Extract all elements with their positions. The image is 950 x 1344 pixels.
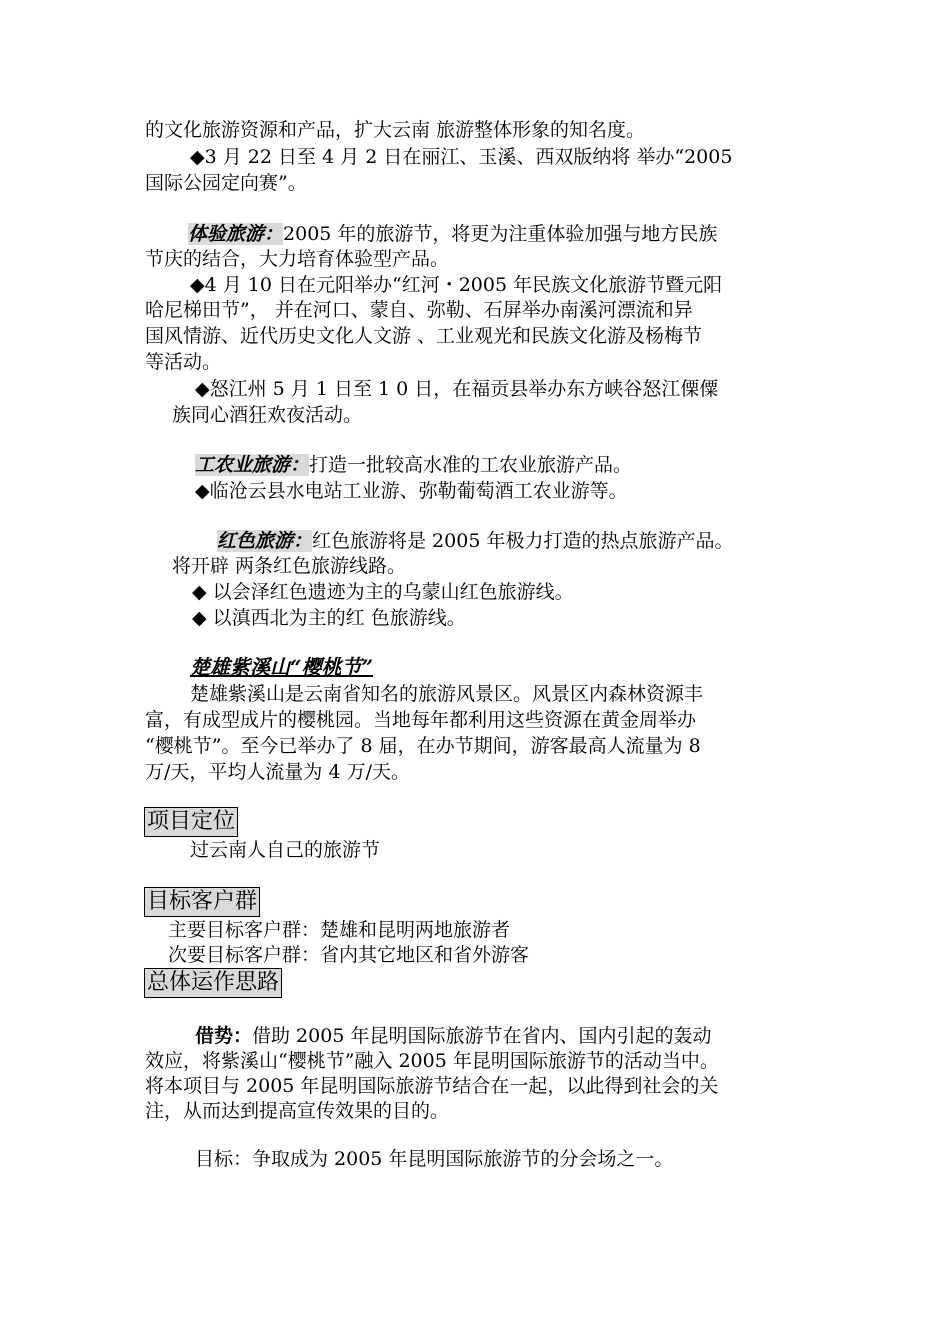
text-line: 等活动。 [145,351,222,373]
text-line: 将本项目与 2005 年昆明国际旅游节结合在一起，以此得到社会的关 [145,1075,719,1097]
bullet-item: ◆ 以滇西北为主的红 色旅游线。 [192,607,466,629]
paragraph-experience [188,221,717,247]
experience-tourism-label: 体验旅游： [188,223,284,245]
paragraph-industrial [195,452,632,478]
text-line: 效应，将紫溪山“樱桃节”融入 2005 年昆明国际旅游节的活动当中。 [145,1050,719,1072]
text-line: 注，从而达到提高宣传效果的目的。 [145,1100,450,1122]
bullet-item: ◆3 月 22 日至 4 月 2 日在丽江、玉溪、西双版纳将 举办“2005 [190,146,733,168]
text-line: 楚雄紫溪山是云南省知名的旅游风景区。风景区内森林资源丰 [190,683,704,705]
heading-target-customers: 目标客户群 [144,887,260,917]
red-tourism-label: 红色旅游： [217,530,313,552]
text-line: 族同心酒狂欢夜活动。 [172,404,363,426]
section-title-chuxiong: 楚雄紫溪山“樱桃节” [190,655,374,679]
paragraph-leverage [195,1023,711,1049]
heading-overall-approach: 总体运作思路 [144,968,282,998]
bullet-item: ◆临沧云县水电站工业游、弥勒葡萄酒工农业游等。 [195,480,628,502]
paragraph-red [217,528,733,554]
text-line: 富，有成型成片的樱桃园。当地每年都利用这些资源在黄金周举办 [145,709,697,731]
text-line: “樱桃节”。至今已举办了 8 届，在办节期间，游客最高人流量为 8 [145,735,701,757]
text-span: 打造一批较高水准的工农业旅游产品。 [309,454,633,476]
text-line: 过云南人自己的旅游节 [190,839,381,861]
text-line: 将开辟 两条红色旅游线路。 [172,555,407,577]
text-line: 节庆的结合，大力培育体验型产品。 [145,248,450,270]
industrial-tourism-label: 工农业旅游： [195,454,310,476]
text-line: 国际公园定向赛”。 [145,172,307,194]
text-span: 2005 年的旅游节，将更为注重体验加强与地方民族 [283,223,718,245]
text-span: 借助 2005 年昆明国际旅游节在省内、国内引起的轰动 [252,1025,712,1047]
text-line: 哈尼梯田节”， 并在河口、蒙自、弥勒、石屏举办南溪河漂流和异 [145,299,693,321]
text-line: 万/天，平均人流量为 4 万/天。 [145,761,410,783]
bullet-item: ◆ 以会泽红色遗迹为主的乌蒙山红色旅游线。 [192,581,574,603]
bullet-item: ◆怒江州 5 月 1 日至 1 0 日，在福贡县举办东方峡谷怒江傈僳 [195,378,719,400]
text-line: 主要目标客户群：楚雄和昆明两地旅游者 [168,919,511,941]
text-line: 次要目标客户群：省内其它地区和省外游客 [168,944,530,966]
text-line: 目标：争取成为 2005 年昆明国际旅游节的分会场之一。 [195,1148,674,1170]
bullet-item: ◆4 月 10 日在元阳举办“红河・2005 年民族文化旅游节暨元阳 [190,274,723,296]
leverage-label: 借势： [195,1025,253,1047]
text-line: 国风情游、近代历史文化人文游 、工业观光和民族文化游及杨梅节 [145,325,703,347]
heading-project-positioning: 项目定位 [144,807,238,837]
text-span: 红色旅游将是 2005 年极力打造的热点旅游产品。 [312,530,734,552]
text-line: 的文化旅游资源和产品，扩大云南 旅游整体形象的知名度。 [145,119,646,141]
